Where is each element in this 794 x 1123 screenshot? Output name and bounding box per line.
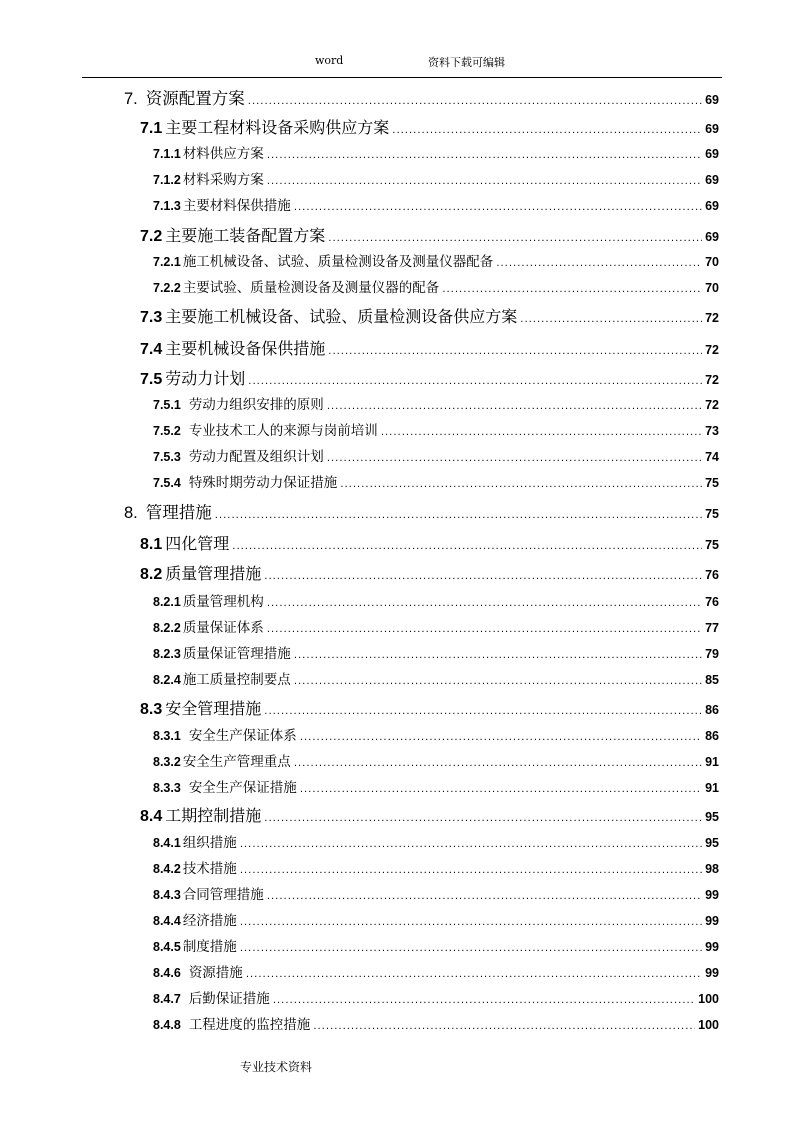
header-divider bbox=[82, 77, 722, 78]
toc-entry-number: 7. bbox=[124, 90, 138, 108]
toc-entry-title: 工程进度的监控措施 bbox=[188, 1017, 311, 1033]
toc-entry-number: 8.3.2 bbox=[153, 755, 181, 769]
toc-entry-number: 8.1 bbox=[140, 536, 163, 553]
header-right-text: 资料下载可编辑 bbox=[428, 56, 505, 69]
toc-entry-number: 8.2.1 bbox=[153, 595, 181, 609]
toc-dot-leader bbox=[328, 346, 702, 357]
toc-entry-number: 7.1 bbox=[140, 120, 163, 137]
toc-entry-title: 主要工程材料设备采购供应方案 bbox=[165, 118, 390, 137]
toc-entry-title: 四化管理 bbox=[165, 534, 230, 553]
toc-entry-level-3[interactable] bbox=[153, 590, 719, 610]
toc-entry-page-number: 76 bbox=[705, 568, 719, 582]
toc-entry-level-3[interactable] bbox=[153, 724, 719, 744]
toc-entry-title: 质量管理机构 bbox=[182, 594, 264, 610]
toc-entry-number: 8.4 bbox=[140, 808, 163, 825]
toc-entry-title: 质量保证体系 bbox=[182, 620, 264, 636]
toc-entry-number: 8.4.7 bbox=[153, 992, 181, 1006]
toc-entry-title: 安全生产保证体系 bbox=[188, 728, 297, 744]
toc-entry-number: 8.2.4 bbox=[153, 673, 181, 687]
toc-entry-page-number: 95 bbox=[705, 836, 719, 850]
toc-entry-title: 施工质量控制要点 bbox=[182, 672, 291, 688]
toc-entry-number: 8.3 bbox=[140, 701, 163, 718]
toc-entry-level-3[interactable] bbox=[153, 750, 719, 770]
page-header bbox=[0, 52, 794, 72]
toc-entry-number: 8.4.3 bbox=[153, 888, 181, 902]
toc-entry-title: 资源配置方案 bbox=[145, 89, 245, 108]
toc-dot-leader bbox=[294, 676, 702, 687]
toc-entry-level-3[interactable] bbox=[153, 445, 719, 465]
toc-entry-number: 7.3 bbox=[140, 309, 163, 326]
toc-entry-page-number: 99 bbox=[705, 940, 719, 954]
toc-entry-number: 8.4.6 bbox=[153, 966, 181, 980]
toc-dot-leader bbox=[294, 758, 702, 769]
toc-entry-page-number: 99 bbox=[705, 966, 719, 980]
toc-dot-leader bbox=[520, 314, 702, 325]
toc-entry-page-number: 69 bbox=[705, 122, 719, 136]
toc-entry-title: 安全生产保证措施 bbox=[188, 780, 297, 796]
toc-entry-level-3[interactable] bbox=[153, 168, 719, 188]
toc-entry-number: 7.4 bbox=[140, 341, 163, 358]
toc-entry-level-3[interactable] bbox=[153, 393, 719, 413]
toc-dot-leader bbox=[340, 479, 702, 490]
toc-entry-page-number: 99 bbox=[705, 888, 719, 902]
toc-entry-level-3[interactable] bbox=[153, 776, 719, 796]
toc-dot-leader bbox=[496, 258, 702, 269]
toc-entry-number: 8.4.2 bbox=[153, 862, 181, 876]
toc-dot-leader bbox=[264, 706, 702, 717]
toc-entry-number: 7.1.2 bbox=[153, 173, 181, 187]
toc-entry-number: 7.5.1 bbox=[153, 398, 181, 412]
toc-entry-title: 材料供应方案 bbox=[182, 146, 264, 162]
toc-entry-level-3[interactable] bbox=[153, 194, 719, 214]
toc-entry-level-3[interactable] bbox=[153, 419, 719, 439]
toc-entry-level-2[interactable] bbox=[140, 803, 719, 826]
toc-entry-number: 8.2.2 bbox=[153, 621, 181, 635]
toc-dot-leader bbox=[240, 839, 702, 850]
toc-entry-title: 工期控制措施 bbox=[165, 806, 262, 825]
toc-entry-level-2[interactable] bbox=[140, 561, 719, 584]
toc-entry-page-number: 72 bbox=[705, 311, 719, 325]
toc-entry-number: 8.4.4 bbox=[153, 914, 181, 928]
toc-entry-page-number: 99 bbox=[705, 914, 719, 928]
toc-entry-title: 专业技术工人的来源与岗前培训 bbox=[188, 423, 378, 439]
toc-entry-title: 合同管理措施 bbox=[182, 887, 264, 903]
toc-entry-title: 后勤保证措施 bbox=[188, 991, 270, 1007]
toc-entry-title: 质量管理措施 bbox=[165, 564, 262, 583]
toc-entry-page-number: 77 bbox=[705, 621, 719, 635]
toc-entry-number: 7.1.1 bbox=[153, 147, 181, 161]
toc-entry-page-number: 69 bbox=[705, 199, 719, 213]
toc-dot-leader bbox=[267, 598, 702, 609]
toc-entry-number: 8.3.3 bbox=[153, 781, 181, 795]
toc-entry-number: 8.3.1 bbox=[153, 729, 181, 743]
toc-entry-page-number: 86 bbox=[705, 729, 719, 743]
toc-entry-level-3[interactable] bbox=[153, 1013, 719, 1033]
toc-entry-page-number: 98 bbox=[705, 862, 719, 876]
toc-entry-level-2[interactable] bbox=[140, 531, 719, 554]
toc-entry-title: 经济措施 bbox=[182, 913, 237, 929]
toc-dot-leader bbox=[215, 510, 702, 521]
toc-entry-page-number: 72 bbox=[705, 343, 719, 357]
toc-dot-leader bbox=[240, 917, 702, 928]
toc-entry-number: 7.2.1 bbox=[153, 255, 181, 269]
toc-entry-number: 7.5.3 bbox=[153, 450, 181, 464]
toc-dot-leader bbox=[264, 813, 702, 824]
toc-entry-page-number: 69 bbox=[705, 147, 719, 161]
toc-entry-level-1[interactable] bbox=[124, 499, 719, 523]
toc-entry-page-number: 74 bbox=[705, 450, 719, 464]
toc-entry-number: 8. bbox=[124, 504, 138, 522]
toc-entry-page-number: 85 bbox=[705, 673, 719, 687]
toc-entry-page-number: 69 bbox=[705, 93, 719, 107]
toc-entry-number: 8.4.5 bbox=[153, 940, 181, 954]
toc-dot-leader bbox=[294, 202, 702, 213]
toc-entry-page-number: 72 bbox=[705, 398, 719, 412]
toc-entry-page-number: 79 bbox=[705, 647, 719, 661]
toc-entry-number: 8.2 bbox=[140, 566, 163, 583]
toc-entry-title: 安全管理措施 bbox=[165, 699, 262, 718]
toc-entry-level-2[interactable] bbox=[140, 223, 719, 246]
toc-entry-title: 劳动力配置及组织计划 bbox=[188, 449, 324, 465]
toc-entry-level-3[interactable] bbox=[153, 642, 719, 662]
toc-entry-number: 7.1.3 bbox=[153, 199, 181, 213]
toc-dot-leader bbox=[240, 865, 702, 876]
toc-entry-page-number: 70 bbox=[705, 255, 719, 269]
toc-entry-level-3[interactable] bbox=[153, 250, 719, 270]
toc-entry-title: 主要试验、质量检测设备及测量仪器的配备 bbox=[182, 280, 440, 296]
toc-entry-number: 7.2 bbox=[140, 228, 163, 245]
toc-entry-level-3[interactable] bbox=[153, 471, 719, 491]
toc-dot-leader bbox=[392, 125, 702, 136]
toc-dot-leader bbox=[264, 571, 702, 582]
toc-entry-level-2[interactable] bbox=[140, 366, 719, 389]
toc-entry-level-1[interactable] bbox=[124, 85, 719, 109]
toc-entry-level-2[interactable] bbox=[140, 304, 719, 327]
toc-entry-level-2[interactable] bbox=[140, 115, 719, 138]
toc-entry-title: 管理措施 bbox=[145, 503, 212, 522]
toc-entry-title: 主要施工装备配置方案 bbox=[165, 226, 326, 245]
toc-entry-number: 7.5 bbox=[140, 371, 163, 388]
toc-dot-leader bbox=[267, 150, 702, 161]
toc-dot-leader bbox=[381, 427, 702, 438]
toc-entry-title: 制度措施 bbox=[182, 939, 237, 955]
toc-dot-leader bbox=[328, 233, 702, 244]
toc-entry-title: 劳动力计划 bbox=[165, 369, 246, 388]
toc-dot-leader bbox=[267, 624, 702, 635]
toc-entry-title: 质量保证管理措施 bbox=[182, 646, 291, 662]
toc-entry-title: 特殊时期劳动力保证措施 bbox=[188, 475, 338, 491]
toc-entry-page-number: 91 bbox=[705, 755, 719, 769]
toc-entry-title: 技术措施 bbox=[182, 861, 237, 877]
toc-entry-level-3[interactable] bbox=[153, 668, 719, 688]
toc-dot-leader bbox=[294, 650, 702, 661]
toc-dot-leader bbox=[300, 784, 702, 795]
toc-entry-title: 主要机械设备保供措施 bbox=[165, 339, 326, 358]
toc-entry-page-number: 69 bbox=[705, 173, 719, 187]
toc-entry-page-number: 86 bbox=[705, 703, 719, 717]
toc-entry-level-3[interactable] bbox=[153, 276, 719, 296]
toc-entry-number: 7.2.2 bbox=[153, 281, 181, 295]
toc-dot-leader bbox=[267, 891, 702, 902]
toc-entry-title: 主要施工机械设备、试验、质量检测设备供应方案 bbox=[165, 307, 518, 326]
toc-entry-level-3[interactable] bbox=[153, 961, 719, 981]
toc-entry-level-3[interactable] bbox=[153, 935, 719, 955]
toc-entry-page-number: 69 bbox=[705, 230, 719, 244]
toc-entry-number: 8.4.8 bbox=[153, 1018, 181, 1032]
toc-entry-title: 组织措施 bbox=[182, 835, 237, 851]
toc-entry-level-2[interactable] bbox=[140, 336, 719, 359]
header-left-text: word bbox=[315, 54, 344, 67]
toc-entry-level-3[interactable] bbox=[153, 142, 719, 162]
toc-entry-number: 7.5.4 bbox=[153, 476, 181, 490]
toc-entry-page-number: 75 bbox=[705, 476, 719, 490]
toc-entry-level-3[interactable] bbox=[153, 857, 719, 877]
toc-entry-title: 劳动力组织安排的原则 bbox=[188, 397, 324, 413]
toc-entry-title: 材料采购方案 bbox=[182, 172, 264, 188]
toc-entry-level-3[interactable] bbox=[153, 831, 719, 851]
toc-entry-page-number: 75 bbox=[705, 507, 719, 521]
toc-entry-page-number: 73 bbox=[705, 424, 719, 438]
toc-entry-page-number: 76 bbox=[705, 595, 719, 609]
toc-dot-leader bbox=[327, 401, 702, 412]
toc-dot-leader bbox=[267, 176, 702, 187]
toc-dot-leader bbox=[327, 453, 702, 464]
toc-entry-page-number: 91 bbox=[705, 781, 719, 795]
toc-entry-level-3[interactable] bbox=[153, 883, 719, 903]
toc-dot-leader bbox=[248, 376, 702, 387]
toc-dot-leader bbox=[273, 995, 695, 1006]
toc-entry-level-3[interactable] bbox=[153, 909, 719, 929]
toc-entry-level-3[interactable] bbox=[153, 616, 719, 636]
toc-entry-title: 资源措施 bbox=[188, 965, 243, 981]
toc-dot-leader bbox=[248, 96, 702, 107]
toc-entry-title: 施工机械设备、试验、质量检测设备及测量仪器配备 bbox=[182, 254, 494, 270]
toc-entry-title: 安全生产管理重点 bbox=[182, 754, 291, 770]
toc-entry-page-number: 75 bbox=[705, 538, 719, 552]
toc-entry-page-number: 100 bbox=[698, 1018, 719, 1032]
toc-entry-page-number: 100 bbox=[698, 992, 719, 1006]
toc-dot-leader bbox=[300, 732, 702, 743]
toc-dot-leader bbox=[442, 284, 702, 295]
toc-dot-leader bbox=[240, 943, 702, 954]
toc-dot-leader bbox=[232, 541, 702, 552]
toc-entry-page-number: 70 bbox=[705, 281, 719, 295]
toc-entry-number: 8.4.1 bbox=[153, 836, 181, 850]
toc-dot-leader bbox=[246, 969, 702, 980]
toc-entry-page-number: 95 bbox=[705, 810, 719, 824]
toc-entry-title: 主要材料保供措施 bbox=[182, 198, 291, 214]
toc-entry-number: 8.2.3 bbox=[153, 647, 181, 661]
page-footer: 专业技术资料 bbox=[240, 1060, 313, 1074]
toc-entry-page-number: 72 bbox=[705, 373, 719, 387]
toc-entry-level-2[interactable] bbox=[140, 696, 719, 719]
toc-entry-number: 7.5.2 bbox=[153, 424, 181, 438]
toc-entry-level-3[interactable] bbox=[153, 987, 719, 1007]
toc-dot-leader bbox=[313, 1021, 695, 1032]
